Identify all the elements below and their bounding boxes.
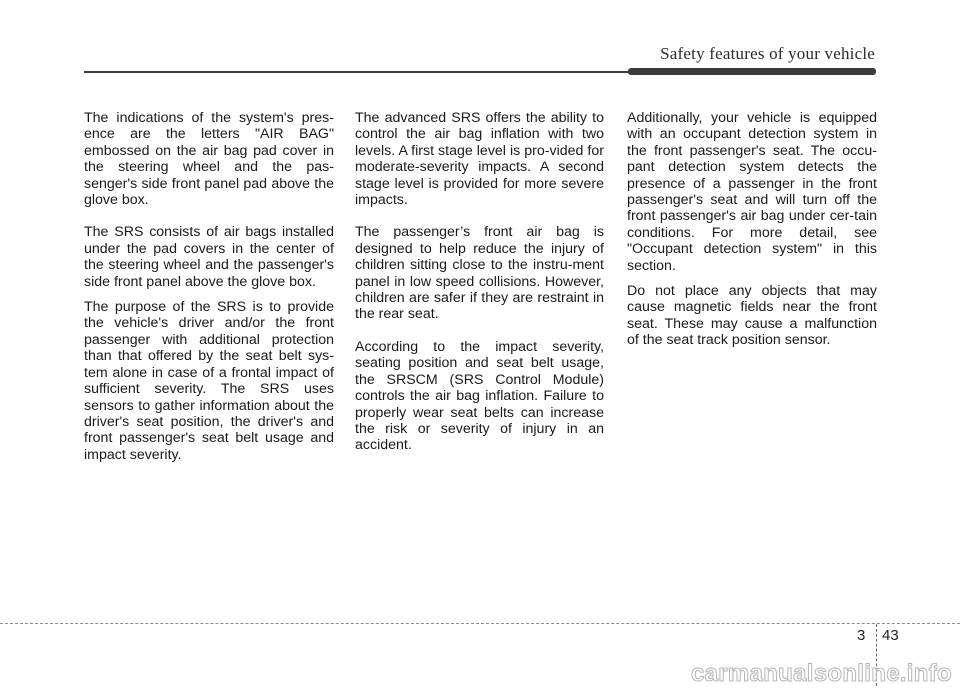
paragraph: The SRS consists of air bags installed under the pad covers in the center of the steering wheel and the passenger's side front panel above the glove box. bbox=[84, 224, 334, 290]
page-number: 43 bbox=[882, 627, 899, 644]
paragraph: The passenger’s front air bag is designed to help reduce the injury of children sitting close to the instru-ment panel in low speed collisions. However, children are safer if they are restraint in the rear seat. bbox=[355, 224, 604, 323]
text-column-3 bbox=[627, 110, 877, 365]
paragraph: Additionally, your vehicle is equipped with an occupant detection system in the front passenger's seat. The occu-pant detection system detects the presence of a passenger in the front passenger's seat and will turn off the front passenger's air bag under cer-tain conditions. For more detail, see "Occupant detection system" in this section. bbox=[627, 110, 877, 274]
chapter-number: 3 bbox=[857, 627, 866, 644]
text-column-1 bbox=[84, 110, 334, 479]
text-column-2 bbox=[355, 110, 604, 470]
header-title: Safety features of your vehicle bbox=[660, 44, 875, 63]
paragraph: The indications of the system's pres-ence are the letters "AIR BAG" embossed on the air bag pad cover in the steering wheel and the pas-senger's side front panel pad above the glove box. bbox=[84, 110, 334, 209]
paragraph: The advanced SRS offers the ability to control the air bag inflation with two levels. A first stage level is pro-vided for moderate-severity impacts. A second stage level is provided for more severe impacts. bbox=[355, 110, 604, 209]
paragraph: Do not place any objects that may cause magnetic fields near the front seat. These may cause a malfunction of the seat track position sensor. bbox=[627, 283, 877, 349]
paragraph: According to the impact severity, seating position and seat belt usage, the SRSCM (SRS Control Module) controls the air bag inflation. Failure to properly wear seat belts can increase the risk or severity of injury in an accident. bbox=[355, 338, 604, 454]
footer-rule bbox=[0, 623, 960, 624]
watermark: carmanualsonline.info bbox=[690, 660, 952, 687]
header-rule-accent bbox=[628, 68, 876, 75]
header-rule bbox=[84, 71, 630, 73]
paragraph: The purpose of the SRS is to provide the vehicle's driver and/or the front passenger with additional protection than that offered by the seat belt sys-tem alone in case of a frontal impact of sufficient severity. The SRS uses sensors to gather information about the driver's seat position, the driver's and front passenger's seat belt usage and impact severity. bbox=[84, 299, 334, 463]
